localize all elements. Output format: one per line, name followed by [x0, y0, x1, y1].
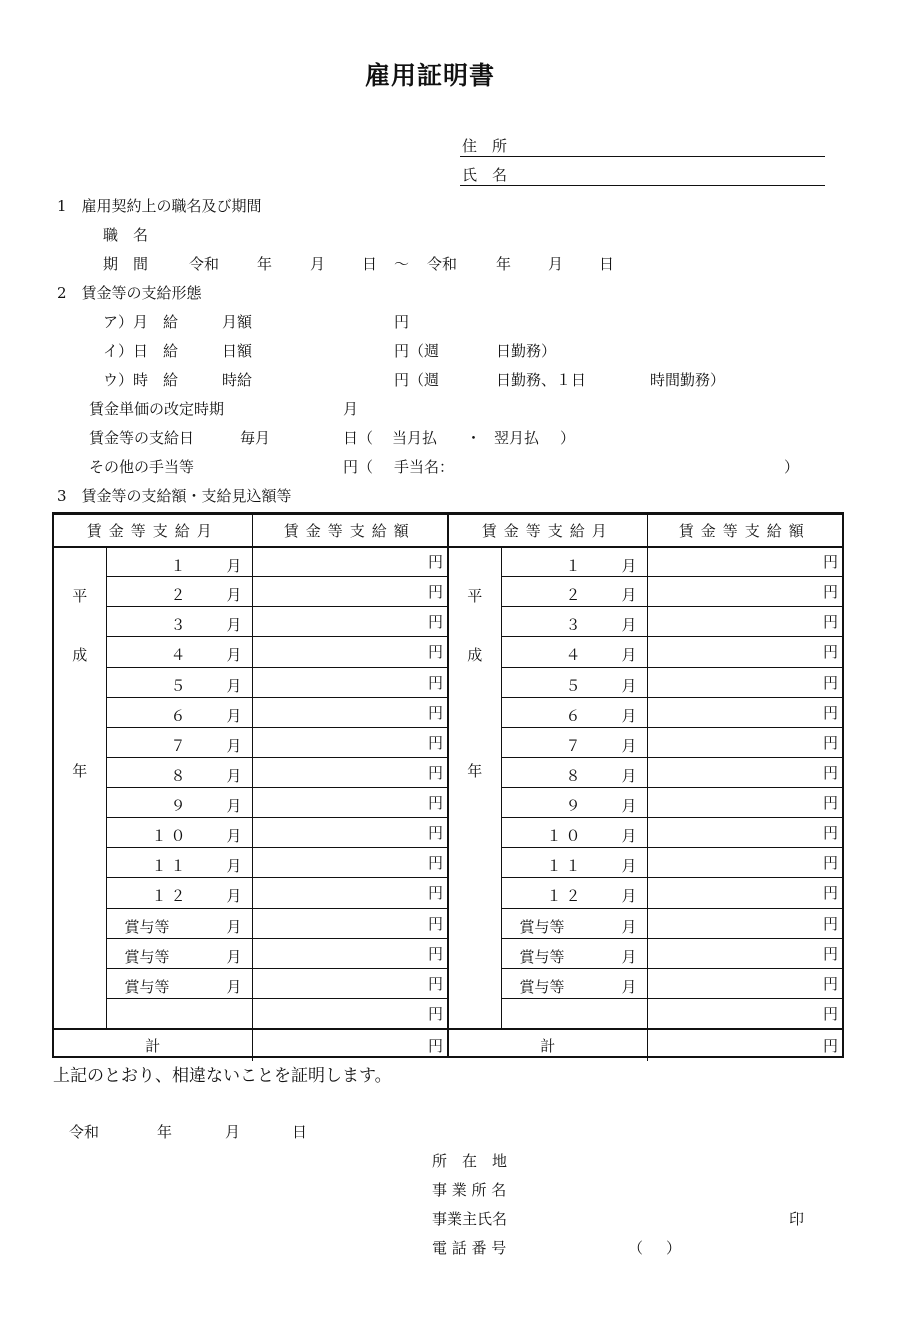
month-unit: 月	[621, 676, 637, 695]
month-cell	[106, 908, 252, 938]
amount-cell[interactable]: 円	[647, 727, 842, 757]
era-label	[54, 548, 106, 1028]
month-unit: 月	[226, 827, 242, 846]
month-cell	[501, 697, 647, 727]
bonus-label: 賞与等	[124, 917, 170, 936]
table-row	[54, 968, 447, 998]
month-unit: 月	[226, 646, 242, 665]
hourly-yen: 円（週	[394, 371, 440, 389]
month-cell	[501, 908, 647, 938]
table-row	[449, 998, 842, 1028]
month-cell	[106, 697, 252, 727]
month-number: ６	[565, 706, 585, 725]
address-field[interactable]	[460, 156, 825, 157]
period-start-era: 令和	[189, 255, 220, 273]
month-cell	[501, 998, 647, 1028]
hourly-amount-label: 時給	[222, 371, 253, 389]
era-char: 年	[467, 761, 483, 780]
section2-heading: 2 賃金等の支給形態	[57, 284, 202, 302]
seal-mark: 印	[789, 1210, 805, 1228]
amount-cell[interactable]: 円	[647, 607, 842, 637]
amount-cell[interactable]: 円	[647, 848, 842, 878]
era-char: 成	[467, 645, 483, 664]
hourly-hours: 時間勤務）	[650, 371, 726, 389]
month-number: １１	[151, 857, 190, 876]
month-cell	[501, 818, 647, 848]
table-row	[54, 848, 447, 878]
month-unit: 月	[226, 887, 242, 906]
column-header-month: 賃金等支給月	[54, 515, 252, 547]
era-char: 平	[467, 586, 483, 605]
month-unit: 月	[226, 917, 242, 936]
month-unit: 月	[226, 706, 242, 725]
month-cell	[501, 938, 647, 968]
daily-yen: 円（週	[394, 342, 440, 360]
month-unit: 月	[226, 556, 242, 575]
month-number: １２	[151, 887, 190, 906]
column-header-amount: 賃金等支給額	[647, 515, 842, 547]
table-row	[449, 637, 842, 667]
table-row	[54, 547, 447, 577]
table-row	[449, 607, 842, 637]
table-row	[54, 607, 447, 637]
table-header-row	[54, 515, 447, 547]
month-unit: 月	[621, 977, 637, 996]
month-cell	[501, 637, 647, 667]
hourly-days: 日勤務、１日	[496, 371, 587, 389]
payday-option-next[interactable]: 翌月払	[494, 429, 540, 447]
table-row	[54, 637, 447, 667]
total-row	[54, 1029, 447, 1061]
table-row	[449, 908, 842, 938]
era-char: 平	[72, 586, 88, 605]
bonus-label: 賞与等	[519, 947, 565, 966]
payday-option-current[interactable]: 当月払	[392, 429, 438, 447]
amount-cell[interactable]: 円	[252, 848, 447, 878]
document-title: 雇用証明書	[365, 61, 496, 90]
month-number: １２	[546, 887, 585, 906]
allowance-close: ）	[784, 458, 800, 476]
period-end-era: 令和	[427, 255, 458, 273]
month-unit: 月	[226, 947, 242, 966]
era-label	[449, 548, 501, 1028]
month-cell	[501, 577, 647, 607]
month-unit: 月	[226, 616, 242, 635]
column-header-amount: 賃金等支給額	[252, 515, 447, 547]
amount-cell[interactable]: 円	[252, 727, 447, 757]
table-row	[54, 727, 447, 757]
month-cell	[106, 757, 252, 787]
table-row	[54, 908, 447, 938]
month-number: ３	[565, 616, 585, 635]
amount-cell[interactable]: 円	[252, 607, 447, 637]
month-number: １１	[546, 857, 585, 876]
amount-cell[interactable]: 円	[252, 878, 447, 908]
table-row	[449, 788, 842, 818]
column-header-month: 賃金等支給月	[449, 515, 647, 547]
month-cell	[501, 968, 647, 998]
allowance-name-label: 手当名：	[394, 458, 455, 476]
table-row	[449, 848, 842, 878]
month-number: １	[565, 556, 585, 575]
wage-table-left-grid	[54, 514, 447, 1061]
month-unit: 月	[621, 857, 637, 876]
month-cell	[501, 607, 647, 637]
address-label: 住 所	[462, 137, 508, 155]
table-row	[449, 878, 842, 908]
era-column	[449, 547, 501, 1029]
bonus-label: 賞与等	[124, 977, 170, 996]
phone-paren-close: ）	[666, 1239, 682, 1257]
month-number: ９	[565, 797, 585, 815]
period-start-day: 日	[362, 255, 378, 273]
month-cell	[106, 788, 252, 818]
table-row	[449, 818, 842, 848]
wage-table-left	[54, 514, 447, 1056]
month-number: ５	[565, 676, 585, 695]
total-label: 計	[449, 1029, 647, 1061]
period-end-year: 年	[496, 255, 512, 273]
month-cell	[106, 968, 252, 998]
job-title-label: 職 名	[103, 226, 149, 244]
amount-cell[interactable]: 円	[647, 697, 842, 727]
employer-phone-label: 電 話 番 号	[432, 1239, 507, 1257]
period-end-day: 日	[599, 255, 615, 273]
month-cell	[501, 727, 647, 757]
table-row	[54, 667, 447, 697]
month-number: ４	[565, 646, 585, 665]
month-unit: 月	[621, 827, 637, 846]
month-cell	[106, 848, 252, 878]
month-number: ５	[170, 676, 190, 695]
table-row	[449, 938, 842, 968]
daily-days: 日勤務）	[496, 342, 557, 360]
section1-heading: 1 雇用契約上の職名及び期間	[57, 197, 262, 215]
payday-day: 日（	[343, 429, 374, 447]
table-row	[449, 697, 842, 727]
month-cell	[106, 607, 252, 637]
allowance-yen: 円（	[343, 458, 374, 476]
total-amount-cell[interactable]: 円	[252, 1029, 447, 1061]
month-number: ２	[170, 586, 190, 605]
amount-cell[interactable]: 円	[252, 697, 447, 727]
table-row	[449, 757, 842, 787]
amount-cell[interactable]: 円	[252, 998, 447, 1028]
amount-cell[interactable]: 円	[647, 938, 842, 968]
employer-office-label: 事 業 所 名	[432, 1181, 507, 1199]
amount-cell[interactable]: 円	[647, 577, 842, 607]
month-unit: 月	[621, 586, 637, 605]
wage-table	[52, 512, 844, 1058]
month-unit: 月	[621, 706, 637, 725]
amount-cell[interactable]: 円	[647, 547, 842, 577]
month-number: ３	[170, 616, 190, 635]
amount-cell[interactable]: 円	[252, 757, 447, 787]
month-number: ８	[170, 766, 190, 785]
amount-cell[interactable]: 円	[647, 878, 842, 908]
table-row	[54, 998, 447, 1028]
month-unit: 月	[621, 646, 637, 665]
month-cell	[106, 818, 252, 848]
month-cell	[501, 757, 647, 787]
cert-date-day: 日	[292, 1123, 308, 1141]
period-start-month: 月	[310, 255, 326, 273]
month-cell	[501, 788, 647, 818]
payday-label: 賃金等の支給日	[89, 429, 195, 447]
payday-dot: ・	[466, 429, 482, 447]
cert-date-month: 月	[225, 1123, 241, 1141]
period-label: 期 間	[103, 255, 149, 273]
month-cell	[106, 878, 252, 908]
amount-cell[interactable]: 円	[252, 637, 447, 667]
bonus-label: 賞与等	[519, 917, 565, 936]
month-unit: 月	[621, 887, 637, 906]
era-char: 成	[72, 645, 88, 664]
month-unit: 月	[621, 616, 637, 635]
wage-table-right-grid	[449, 514, 842, 1061]
amount-cell[interactable]: 円	[647, 908, 842, 938]
month-cell	[106, 667, 252, 697]
month-cell	[106, 938, 252, 968]
month-unit: 月	[226, 676, 242, 695]
cert-date-year: 年	[157, 1123, 173, 1141]
table-row	[54, 697, 447, 727]
amount-cell[interactable]: 円	[647, 998, 842, 1028]
employer-owner-label: 事業主氏名	[432, 1210, 508, 1228]
amount-cell[interactable]: 円	[647, 637, 842, 667]
name-field[interactable]	[460, 185, 825, 186]
month-unit: 月	[226, 977, 242, 996]
total-row	[449, 1029, 842, 1061]
month-cell	[501, 848, 647, 878]
total-label: 計	[54, 1029, 252, 1061]
revision-month: 月	[343, 400, 359, 418]
cert-date-era: 令和	[69, 1123, 100, 1141]
month-unit: 月	[226, 766, 242, 785]
month-cell	[106, 727, 252, 757]
period-end-month: 月	[548, 255, 564, 273]
wage-table-right	[449, 514, 842, 1056]
certification-text: 上記のとおり、相違ないことを証明します。	[53, 1066, 392, 1086]
phone-paren-open: （	[628, 1239, 644, 1257]
month-cell	[106, 637, 252, 667]
table-row	[54, 938, 447, 968]
employer-location-label: 所 在 地	[432, 1152, 508, 1170]
month-unit: 月	[621, 797, 637, 815]
month-unit: 月	[226, 857, 242, 876]
month-number: １０	[151, 827, 190, 846]
section3-heading: 3 賃金等の支給額・支給見込額等	[57, 487, 292, 505]
allowance-label: その他の手当等	[89, 458, 195, 476]
amount-cell[interactable]: 円	[252, 908, 447, 938]
daily-amount-label: 日額	[222, 342, 253, 360]
bonus-label: 賞与等	[519, 977, 565, 996]
amount-cell[interactable]: 円	[252, 577, 447, 607]
month-cell	[501, 667, 647, 697]
month-unit: 月	[621, 917, 637, 936]
period-start-year: 年	[257, 255, 273, 273]
hourly-pay-label: ウ）時 給	[103, 371, 179, 389]
period-tilde: 〜	[394, 255, 410, 273]
month-number: ７	[565, 736, 585, 755]
month-number: ８	[565, 766, 585, 785]
amount-cell[interactable]: 円	[252, 938, 447, 968]
month-cell	[501, 547, 647, 577]
month-unit: 月	[226, 797, 242, 815]
amount-cell[interactable]: 円	[252, 788, 447, 818]
amount-cell[interactable]: 円	[647, 818, 842, 848]
amount-cell[interactable]: 円	[647, 788, 842, 818]
table-row	[54, 577, 447, 607]
month-cell	[106, 998, 252, 1028]
month-number: ７	[170, 736, 190, 755]
table-row	[54, 757, 447, 787]
month-unit: 月	[621, 556, 637, 575]
table-row	[54, 818, 447, 848]
month-number: ６	[170, 706, 190, 725]
table-row	[449, 577, 842, 607]
table-row	[54, 788, 447, 818]
bonus-label: 賞与等	[124, 947, 170, 966]
amount-cell[interactable]: 円	[252, 968, 447, 998]
month-unit: 月	[621, 736, 637, 755]
payday-close: ）	[560, 429, 576, 447]
table-row	[449, 727, 842, 757]
month-unit: 月	[226, 736, 242, 755]
month-number: ４	[170, 646, 190, 665]
table-header-row	[449, 515, 842, 547]
month-cell	[106, 577, 252, 607]
era-column	[54, 547, 106, 1029]
revision-label: 賃金単価の改定時期	[89, 400, 225, 418]
era-char: 年	[72, 761, 88, 780]
month-unit: 月	[226, 586, 242, 605]
total-amount-cell[interactable]: 円	[647, 1029, 842, 1061]
monthly-yen: 円	[394, 313, 410, 331]
amount-cell[interactable]: 円	[252, 667, 447, 697]
month-number: １	[170, 556, 190, 575]
amount-cell[interactable]: 円	[252, 818, 447, 848]
amount-cell[interactable]: 円	[647, 968, 842, 998]
table-row	[449, 968, 842, 998]
name-label: 氏 名	[462, 166, 508, 184]
table-row	[449, 547, 842, 577]
month-cell	[106, 547, 252, 577]
month-cell	[501, 878, 647, 908]
month-number: ２	[565, 586, 585, 605]
monthly-pay-label: ア）月 給	[103, 313, 179, 331]
amount-cell[interactable]: 円	[252, 547, 447, 577]
amount-cell[interactable]: 円	[647, 757, 842, 787]
table-row	[449, 667, 842, 697]
month-number: １０	[546, 827, 585, 846]
month-unit: 月	[621, 947, 637, 966]
month-number: ９	[170, 797, 190, 815]
month-unit: 月	[621, 766, 637, 785]
monthly-amount-label: 月額	[222, 313, 253, 331]
table-row	[54, 878, 447, 908]
amount-cell[interactable]: 円	[647, 667, 842, 697]
payday-every: 毎月	[240, 429, 271, 447]
daily-pay-label: イ）日 給	[103, 342, 179, 360]
